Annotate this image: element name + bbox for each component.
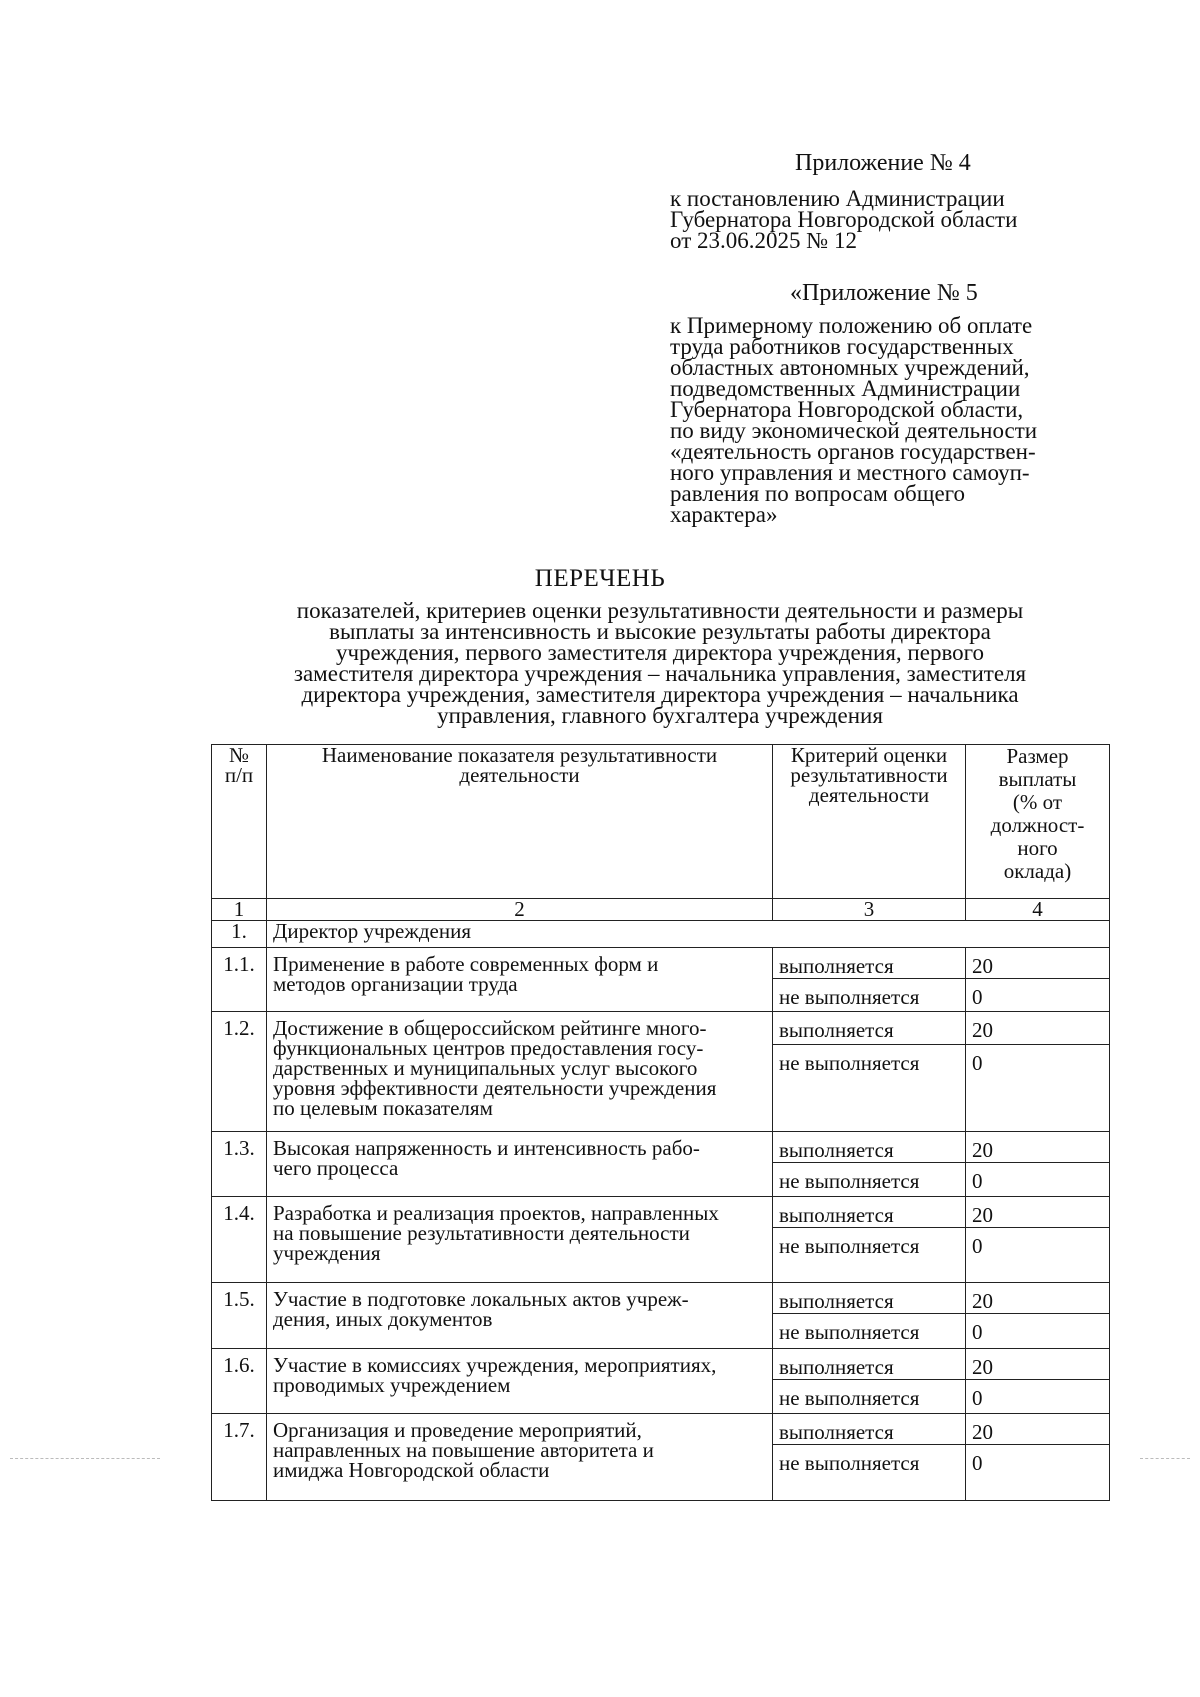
row-indicator-name xyxy=(267,1349,773,1414)
criterion-label: выполняется xyxy=(773,1283,966,1314)
payment-value: 20 xyxy=(966,948,1110,979)
subtitle-line: управления, главного бухгалтера учреждения xyxy=(437,703,883,728)
appendix-4-line: Губернатора Новгородской области xyxy=(670,207,1018,232)
indicator-line: Применение в работе современных форм и xyxy=(273,952,659,976)
appendix-5-line: труда работников государственных xyxy=(670,334,1014,359)
indicator-line: Высокая напряженность и интенсивность рабо- xyxy=(273,1136,700,1160)
appendix-5-line: по виду экономической деятельности xyxy=(670,418,1038,443)
table-row xyxy=(212,1197,1110,1228)
section-num: 1. xyxy=(212,921,267,948)
document-subtitle xyxy=(210,600,1110,726)
appendix-5-line: ного управления и местного самоуп- xyxy=(670,460,1030,485)
indicator-line: методов организации труда xyxy=(273,972,518,996)
payment-value: 0 xyxy=(966,1045,1110,1132)
criterion-label: выполняется xyxy=(773,1197,966,1228)
subtitle-line: показателей, критериев оценки результативности деятельности и размеры xyxy=(296,598,1024,623)
criterion-label: не выполняется xyxy=(773,1228,966,1283)
header-criterion: Критерий оценки результативности деятельности xyxy=(773,745,966,899)
indicator-line: имиджа Новгородской области xyxy=(273,1458,550,1482)
appendix-5-line: «деятельность органов государствен- xyxy=(670,439,1036,464)
appendix-5-line: к Примерному положению об оплате xyxy=(670,313,1033,338)
payment-value: 0 xyxy=(966,1228,1110,1283)
section-row xyxy=(212,921,1110,948)
header-size-line: Размер xyxy=(1006,744,1069,768)
indicator-line: Участие в комиссиях учреждения, мероприятиях, xyxy=(273,1353,717,1377)
row-indicator-name xyxy=(267,948,773,1012)
row-num: 1.7. xyxy=(212,1414,267,1501)
subtitle-line: учреждения, первого заместителя директора учреждения, первого xyxy=(335,640,985,665)
criterion-label: не выполняется xyxy=(773,979,966,1012)
indicator-line: чего процесса xyxy=(273,1156,399,1180)
criterion-label: выполняется xyxy=(773,1012,966,1045)
column-number: 3 xyxy=(773,899,966,921)
row-indicator-name xyxy=(267,1012,773,1132)
appendix-5-line: Губернатора Новгородской области, xyxy=(670,397,1024,422)
header-size-line: ного xyxy=(1017,836,1058,860)
row-num: 1.2. xyxy=(212,1012,267,1132)
indicator-line: на повышение результативности деятельности xyxy=(273,1221,690,1245)
indicator-line: уровня эффективности деятельности учреждения xyxy=(273,1076,717,1100)
header-size-line: должност- xyxy=(990,813,1085,837)
criterion-label: не выполняется xyxy=(773,1380,966,1414)
payment-value: 0 xyxy=(966,1380,1110,1414)
indicator-line: Разработка и реализация проектов, направленных xyxy=(273,1201,719,1225)
criterion-label: выполняется xyxy=(773,948,966,979)
subtitle-line: директора учреждения, заместителя директора учреждения – начальника xyxy=(301,682,1019,707)
table-row xyxy=(212,1414,1110,1445)
payment-value: 0 xyxy=(966,1445,1110,1501)
header-size-line: оклада) xyxy=(1003,859,1072,883)
column-number-row xyxy=(212,899,1110,921)
indicator-line: Участие в подготовке локальных актов учреж- xyxy=(273,1287,689,1311)
indicator-line: Достижение в общероссийском рейтинге много- xyxy=(273,1016,707,1040)
payment-value: 20 xyxy=(966,1283,1110,1314)
appendix-5-line: подведомственных Администрации xyxy=(670,376,1021,401)
payment-value: 0 xyxy=(966,979,1110,1012)
appendix-5-line: характера» xyxy=(670,502,778,527)
table-row xyxy=(212,1283,1110,1314)
appendix-4-title: Приложение № 4 xyxy=(795,150,971,176)
header-num: № п/п xyxy=(212,745,267,899)
criterion-label: выполняется xyxy=(773,1349,966,1380)
header-size-line: выплаты xyxy=(998,767,1077,791)
appendix-4-reference xyxy=(670,188,1140,251)
appendix-4-line: к постановлению Администрации xyxy=(670,186,1005,211)
column-number: 4 xyxy=(966,899,1110,921)
column-number: 1 xyxy=(212,899,267,921)
subtitle-line: выплаты за интенсивность и высокие результаты работы директора xyxy=(329,619,991,644)
appendix-5-reference xyxy=(670,315,1140,525)
criterion-label: не выполняется xyxy=(773,1445,966,1501)
indicator-line: учреждения xyxy=(273,1241,381,1265)
column-number: 2 xyxy=(267,899,773,921)
criterion-label: выполняется xyxy=(773,1414,966,1445)
row-indicator-name xyxy=(267,1414,773,1501)
table-row xyxy=(212,948,1110,979)
indicator-line: дарственных и муниципальных услуг высокого xyxy=(273,1056,698,1080)
table-row xyxy=(212,1012,1110,1045)
indicator-line: проводимых учреждением xyxy=(273,1373,511,1397)
criterion-label: не выполняется xyxy=(773,1163,966,1197)
indicator-line: по целевым показателям xyxy=(273,1096,493,1120)
payment-value: 0 xyxy=(966,1163,1110,1197)
payment-value: 20 xyxy=(966,1012,1110,1045)
header-size-line: (% от xyxy=(1012,790,1063,814)
table-row xyxy=(212,1349,1110,1380)
payment-value: 20 xyxy=(966,1414,1110,1445)
criterion-label: выполняется xyxy=(773,1132,966,1163)
indicator-line: функциональных центров предоставления госу- xyxy=(273,1036,704,1060)
appendix-5-line: равления по вопросам общего xyxy=(670,481,966,506)
row-num: 1.4. xyxy=(212,1197,267,1283)
criterion-label: не выполняется xyxy=(773,1045,966,1132)
appendix-4-line: от 23.06.2025 № 12 xyxy=(670,228,857,253)
header-name: Наименование показателя результативности деятельности xyxy=(267,745,773,899)
payment-value: 20 xyxy=(966,1132,1110,1163)
section-title: Директор учреждения xyxy=(267,921,1110,948)
indicator-line: направленных на повышение авторитета и xyxy=(273,1438,654,1462)
payment-value: 0 xyxy=(966,1314,1110,1349)
row-num: 1.5. xyxy=(212,1283,267,1349)
header-size xyxy=(966,745,1110,899)
indicator-line: Организация и проведение мероприятий, xyxy=(273,1418,642,1442)
indicators-table xyxy=(211,744,1110,1501)
payment-value: 20 xyxy=(966,1197,1110,1228)
indicator-line: дения, иных документов xyxy=(273,1307,493,1331)
subtitle-line: заместителя директора учреждения – начальника управления, заместителя xyxy=(293,661,1027,686)
row-indicator-name xyxy=(267,1197,773,1283)
row-indicator-name xyxy=(267,1283,773,1349)
row-indicator-name xyxy=(267,1132,773,1197)
row-num: 1.6. xyxy=(212,1349,267,1414)
criterion-label: не выполняется xyxy=(773,1314,966,1349)
row-num: 1.3. xyxy=(212,1132,267,1197)
appendix-5-line: областных автономных учреждений, xyxy=(670,355,1030,380)
row-num: 1.1. xyxy=(212,948,267,1012)
document-title: ПЕРЕЧЕНЬ xyxy=(534,565,666,592)
table-row xyxy=(212,1132,1110,1163)
payment-value: 20 xyxy=(966,1349,1110,1380)
appendix-5-title: «Приложение № 5 xyxy=(790,280,978,306)
table-header-row xyxy=(212,745,1110,899)
